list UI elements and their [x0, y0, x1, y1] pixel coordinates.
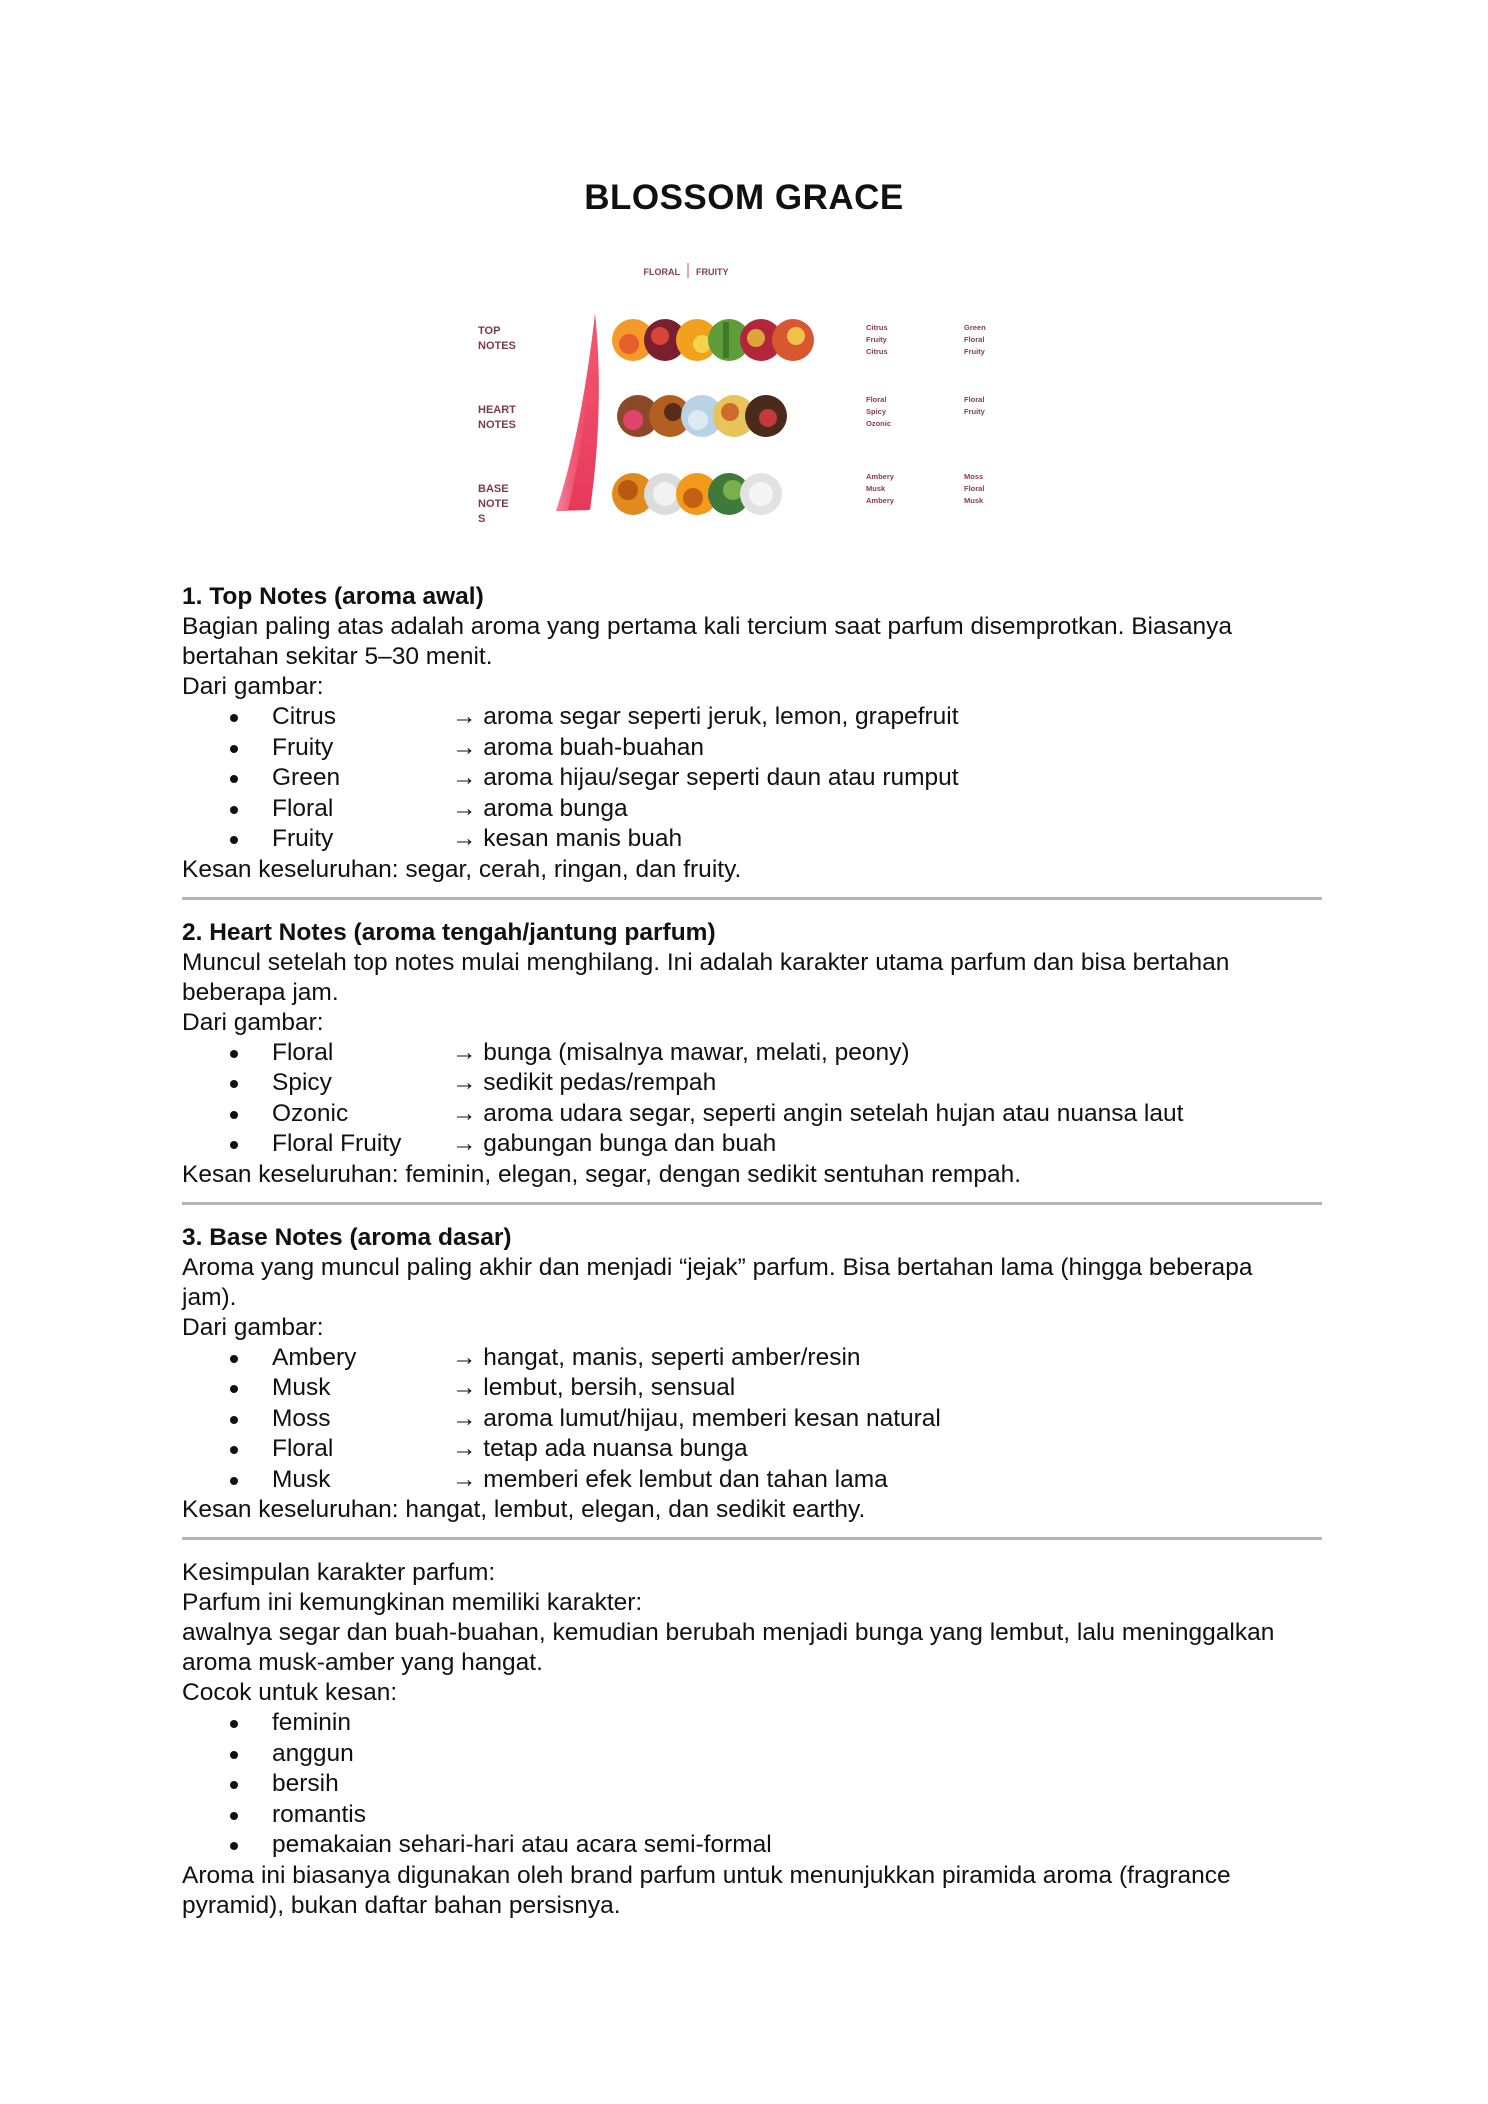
bullet	[230, 1111, 238, 1119]
list-item	[182, 1373, 1322, 1404]
bullet	[230, 775, 238, 783]
note-term: Citrus	[272, 703, 336, 730]
note-list	[182, 702, 1322, 855]
section-heading: 3. Base Notes (aroma dasar)	[182, 1223, 512, 1251]
section-base-notes	[182, 1223, 1322, 1526]
list-item	[182, 1404, 1322, 1435]
base-col1-item1: Ambery	[866, 472, 894, 481]
fragrance-pyramid-figure	[478, 258, 1018, 538]
section-summary: Kesan keseluruhan: feminin, elegan, segar, dengan sedikit sentuhan rempah.	[182, 1160, 1022, 1188]
from-image-label: Dari gambar:	[182, 1008, 324, 1036]
conclusion-line: Cocok untuk kesan:	[182, 1679, 398, 1706]
base-col2-item3: Musk	[964, 496, 984, 505]
section-intro-line: Aroma yang muncul paling akhir dan menjadi “jejak” parfum. Bisa bertahan lama (hingga beberapa	[182, 1253, 1253, 1281]
top-col1-item3: Citrus	[866, 347, 888, 356]
from-image-label: Dari gambar:	[182, 1313, 324, 1341]
tier-base-label-line3: S	[478, 513, 486, 525]
list-item	[182, 824, 1322, 855]
top-col1-item2: Fruity	[866, 335, 887, 344]
conclusion-line: Kesimpulan karakter parfum:	[182, 1559, 496, 1586]
note-term: Floral Fruity	[272, 1130, 402, 1157]
note-description: → tetap ada nuansa bunga	[452, 1435, 748, 1462]
list-item	[182, 702, 1322, 733]
list-item	[182, 1739, 1322, 1770]
top-col2-item2: Floral	[964, 335, 985, 344]
section-intro-line: Muncul setelah top notes mulai menghilang. Ini adalah karakter utama parfum dan bisa bertahan	[182, 948, 1230, 976]
section-heading: 1. Top Notes (aroma awal)	[182, 583, 484, 610]
tier-top-label-line1: TOP	[478, 325, 501, 337]
note-term: Musk	[272, 1465, 331, 1493]
bullet	[230, 745, 238, 753]
base-notes-ingredient-images	[612, 473, 782, 515]
section-intro-line: bertahan sekitar 5–30 menit.	[182, 643, 493, 670]
list-item	[182, 763, 1322, 794]
bullet	[230, 1781, 238, 1789]
bullet	[230, 1050, 238, 1058]
note-description: → aroma segar seperti jeruk, lemon, grapefruit	[452, 703, 959, 730]
section-intro-line: jam).	[182, 1283, 237, 1311]
bullet	[230, 1355, 238, 1363]
bullet	[230, 1751, 238, 1759]
tier-base-label-line2: NOTE	[478, 498, 509, 510]
list-item	[182, 1129, 1322, 1160]
bullet	[230, 836, 238, 844]
note-description: → bunga (misalnya mawar, melati, peony)	[452, 1038, 910, 1066]
note-term: Floral	[272, 794, 334, 822]
note-description: → kesan manis buah	[452, 825, 683, 852]
heart-notes-ingredient-images	[617, 395, 787, 437]
bullet	[230, 714, 238, 722]
note-term: Spicy	[272, 1069, 332, 1096]
from-image-label: Dari gambar:	[182, 673, 324, 700]
base-col2-item1: Moss	[964, 472, 984, 481]
note-description: → aroma lumut/hijau, memberi kesan natural	[452, 1404, 941, 1432]
tier-heart-label-line1: HEART	[478, 404, 516, 416]
document-body	[182, 582, 1322, 1921]
list-item	[182, 1434, 1322, 1465]
note-description: → gabungan bunga dan buah	[452, 1130, 777, 1157]
section-summary: Kesan keseluruhan: segar, cerah, ringan, dan fruity.	[182, 855, 742, 883]
note-term: Floral	[272, 1038, 334, 1066]
section-heading: 2. Heart Notes (aroma tengah/jantung parfum)	[182, 918, 716, 946]
impression-list	[182, 1708, 1322, 1861]
section-intro-line: Bagian paling atas adalah aroma yang pertama kali tercium saat parfum disemprotkan. Biasanya	[182, 613, 1232, 640]
list-item	[182, 1465, 1322, 1496]
base-col2-item2: Floral	[964, 484, 985, 493]
section-conclusion	[182, 1558, 1322, 1921]
top-col1-item1: Citrus	[866, 323, 888, 332]
list-item	[182, 1099, 1322, 1130]
heart-col2-item2: Fruity	[964, 407, 985, 416]
note-term: Fruity	[272, 733, 334, 761]
horizontal-divider	[182, 897, 1322, 900]
impression-term: romantis	[272, 1800, 366, 1828]
bullet	[230, 1812, 238, 1820]
tier-heart-label-line2: NOTES	[478, 419, 516, 431]
bullet	[230, 1080, 238, 1088]
base-col1-item3: Ambery	[866, 496, 894, 505]
note-description: → aroma hijau/segar seperti daun atau rumput	[452, 764, 959, 791]
impression-term: pemakaian sehari-hari atau acara semi-formal	[272, 1831, 772, 1858]
pyramid-header-left: FLORAL	[643, 267, 680, 277]
heart-col1-item3: Ozonic	[866, 419, 892, 428]
note-term: Moss	[272, 1404, 331, 1432]
bullet	[230, 1477, 238, 1485]
note-list	[182, 1038, 1322, 1160]
list-item	[182, 733, 1322, 764]
list-item	[182, 1343, 1322, 1374]
note-list	[182, 1343, 1322, 1496]
section-summary: Kesan keseluruhan: hangat, lembut, elegan, dan sedikit earthy.	[182, 1496, 866, 1523]
note-term: Ambery	[272, 1343, 357, 1371]
note-description: → aroma udara segar, seperti angin setelah hujan atau nuansa laut	[452, 1099, 1184, 1127]
list-item	[182, 1038, 1322, 1069]
heart-col2-item1: Floral	[964, 395, 985, 404]
conclusion-line: awalnya segar dan buah-buahan, kemudian berubah menjadi bunga yang lembut, lalu meninggalkan	[182, 1619, 1275, 1646]
bullet	[230, 1385, 238, 1393]
top-notes-ingredient-images	[612, 319, 814, 361]
note-description: → aroma bunga	[452, 794, 628, 822]
conclusion-line: aroma musk-amber yang hangat.	[182, 1649, 543, 1676]
note-description: → aroma buah-buahan	[452, 733, 704, 761]
horizontal-divider	[182, 1202, 1322, 1205]
base-col1-item2: Musk	[866, 484, 886, 493]
section-top-notes	[182, 582, 1322, 885]
closing-line: pyramid), bukan daftar bahan persisnya.	[182, 1891, 621, 1919]
bullet	[230, 806, 238, 814]
list-item	[182, 1068, 1322, 1099]
list-item	[182, 1830, 1322, 1861]
heart-col1-item2: Spicy	[866, 407, 887, 416]
note-term: Green	[272, 764, 341, 791]
conclusion-line: Parfum ini kemungkinan memiliki karakter:	[182, 1589, 643, 1616]
note-term: Musk	[272, 1374, 331, 1401]
top-col2-item1: Green	[964, 323, 986, 332]
note-description: → sedikit pedas/rempah	[452, 1069, 717, 1096]
pyramid-header-right: FRUITY	[696, 267, 729, 277]
top-col2-item3: Fruity	[964, 347, 985, 356]
note-term: Floral	[272, 1435, 334, 1462]
bullet	[230, 1720, 238, 1728]
section-intro-line: beberapa jam.	[182, 978, 339, 1006]
note-term: Ozonic	[272, 1099, 349, 1127]
tier-top-label-line2: NOTES	[478, 340, 516, 352]
list-item	[182, 1800, 1322, 1831]
bullet	[230, 1416, 238, 1424]
closing-line: Aroma ini biasanya digunakan oleh brand parfum untuk menunjukkan piramida aroma (fragrance	[182, 1861, 1231, 1889]
bullet	[230, 1842, 238, 1850]
list-item	[182, 1769, 1322, 1800]
impression-term: feminin	[272, 1709, 351, 1736]
bullet	[230, 1446, 238, 1454]
note-description: → memberi efek lembut dan tahan lama	[452, 1465, 888, 1493]
bullet	[230, 1141, 238, 1149]
heart-col1-item1: Floral	[866, 395, 887, 404]
tier-base-label-line1: BASE	[478, 483, 509, 495]
note-term: Fruity	[272, 825, 334, 852]
note-description: → lembut, bersih, sensual	[452, 1374, 736, 1401]
document-title: BLOSSOM GRACE	[584, 178, 904, 217]
list-item	[182, 794, 1322, 825]
note-description: → hangat, manis, seperti amber/resin	[452, 1343, 861, 1371]
impression-term: anggun	[272, 1739, 354, 1767]
impression-term: bersih	[272, 1770, 339, 1797]
section-heart-notes	[182, 918, 1322, 1190]
list-item	[182, 1708, 1322, 1739]
horizontal-divider	[182, 1537, 1322, 1540]
